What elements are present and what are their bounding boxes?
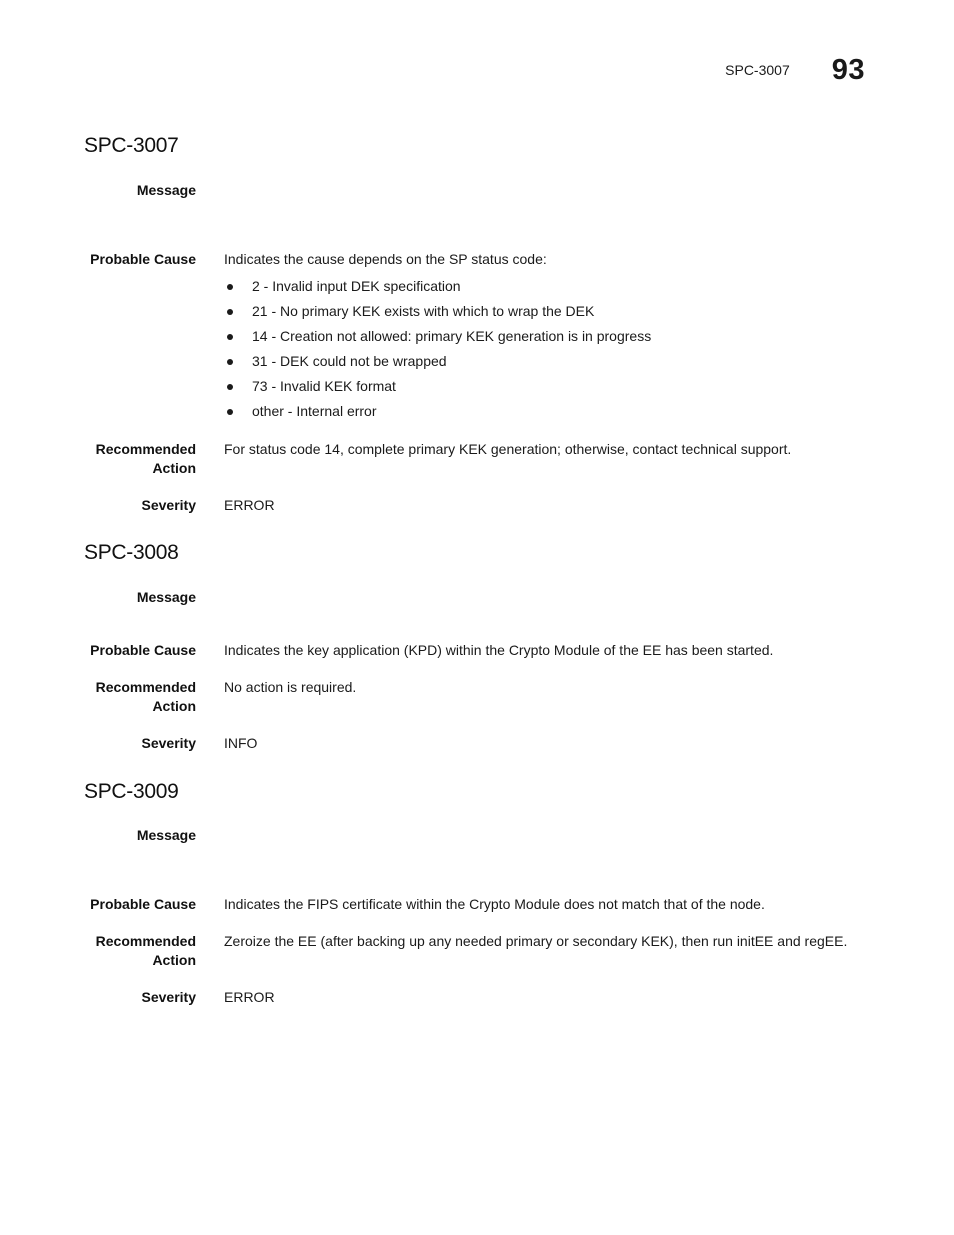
severity-value: INFO: [224, 735, 258, 751]
running-header-section: SPC-3007: [725, 62, 790, 78]
severity-label: Severity: [141, 735, 196, 751]
bullet-icon: [227, 334, 233, 340]
probable-cause-label: Probable Cause: [90, 896, 196, 912]
probable-cause-text: Indicates the FIPS certificate within the Crypto Module does not match that of the node.: [224, 896, 765, 912]
severity-label: Severity: [141, 989, 196, 1005]
entry-title: SPC-3009: [84, 780, 179, 803]
severity-label: Severity: [141, 497, 196, 513]
bullet-icon: [227, 284, 233, 290]
severity-value: ERROR: [224, 989, 275, 1005]
recommended-action-label: Recommended Action: [95, 933, 196, 968]
list-item: 14 - Creation not allowed: primary KEK generation is in progress: [224, 327, 651, 352]
probable-cause-text: Indicates the cause depends on the SP status code:: [224, 251, 547, 267]
status-code-list: [224, 277, 651, 427]
running-header: [725, 54, 865, 87]
recommended-action-text: For status code 14, complete primary KEK generation; otherwise, contact technical support.: [224, 441, 792, 457]
recommended-action-label: Recommended Action: [95, 679, 196, 714]
probable-cause-label: Probable Cause: [90, 251, 196, 267]
list-item: 31 - DEK could not be wrapped: [224, 352, 651, 377]
list-item: 2 - Invalid input DEK specification: [224, 277, 651, 302]
recommended-action-text: Zeroize the EE (after backing up any needed primary or secondary KEK), then run initEE and regEE.: [224, 933, 848, 949]
list-item: 21 - No primary KEK exists with which to wrap the DEK: [224, 302, 651, 327]
recommended-action-label: Recommended Action: [95, 441, 196, 476]
bullet-icon: [227, 409, 233, 415]
entry-title: SPC-3007: [84, 134, 179, 157]
bullet-icon: [227, 309, 233, 315]
probable-cause-text: Indicates the key application (KPD) within the Crypto Module of the EE has been started.: [224, 642, 774, 658]
severity-value: ERROR: [224, 497, 275, 513]
list-item: 73 - Invalid KEK format: [224, 377, 651, 402]
bullet-icon: [227, 359, 233, 365]
chapter-number: 93: [831, 54, 865, 86]
message-label: Message: [136, 589, 196, 605]
message-label: Message: [136, 827, 196, 843]
probable-cause-label: Probable Cause: [90, 642, 196, 658]
entry-title: SPC-3008: [84, 541, 179, 564]
recommended-action-text: No action is required.: [224, 679, 357, 695]
bullet-icon: [227, 384, 233, 390]
message-label: Message: [136, 182, 196, 198]
list-item: other - Internal error: [224, 402, 651, 427]
